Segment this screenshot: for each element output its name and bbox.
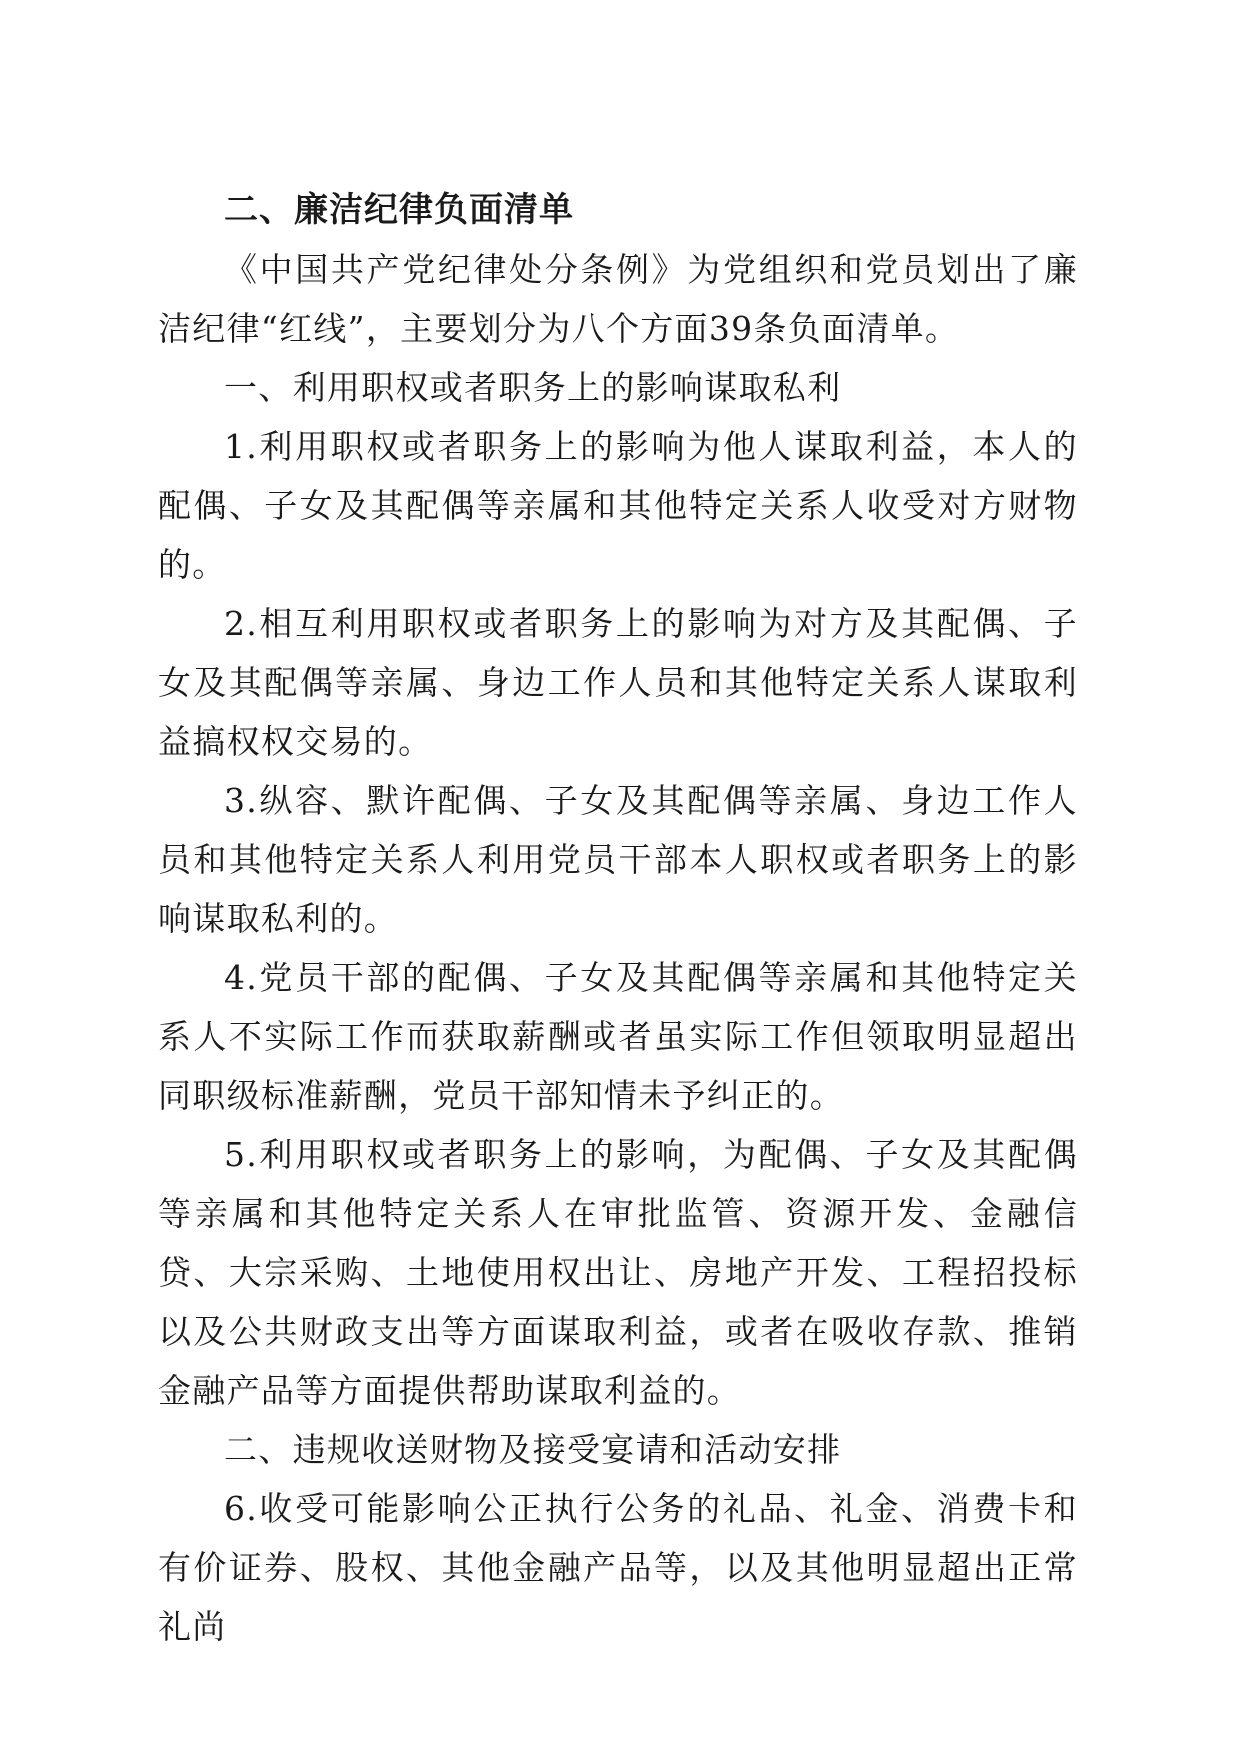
- intro-paragraph: 《中国共产党纪律处分条例》为党组织和党员划出了廉洁纪律“红线”，主要划分为八个方面39条负面清单。: [158, 250, 1078, 348]
- list-item: 5.利用职权或者职务上的影响，为配偶、子女及其配偶等亲属和其他特定关系人在审批监管、资源开发、金融信贷、大宗采购、土地使用权出让、房地产开发、工程招投标以及公共财政支出等方面谋取利益，或者在吸收存款、推销金融产品等方面提供帮助谋取利益的。: [158, 1135, 1078, 1410]
- document-page: [158, 190, 1078, 1656]
- list-item: 1.利用职权或者职务上的影响为他人谋取利益，本人的配偶、子女及其配偶等亲属和其他特定关系人收受对方财物的。: [158, 427, 1078, 584]
- list-item: 6.收受可能影响公正执行公务的礼品、礼金、消费卡和有价证券、股权、其他金融产品等，以及其他明显超出正常礼尚: [158, 1489, 1078, 1646]
- list-item: 4.党员干部的配偶、子女及其配偶等亲属和其他特定关系人不实际工作而获取薪酬或者虽实际工作但领取明显超出同职级标准薪酬，党员干部知情未予纠正的。: [158, 958, 1078, 1115]
- section-heading: 二、违规收送财物及接受宴请和活动安排: [224, 1430, 842, 1469]
- document-title: 二、廉洁纪律负面清单: [224, 190, 574, 230]
- list-item: 2.相互利用职权或者职务上的影响为对方及其配偶、子女及其配偶等亲属、身边工作人员和其他特定关系人谋取利益搞权权交易的。: [158, 604, 1078, 761]
- list-item: 3.纵容、默许配偶、子女及其配偶等亲属、身边工作人员和其他特定关系人利用党员干部本人职权或者职务上的影响谋取私利的。: [158, 781, 1078, 938]
- section-heading: 一、利用职权或者职务上的影响谋取私利: [224, 368, 842, 407]
